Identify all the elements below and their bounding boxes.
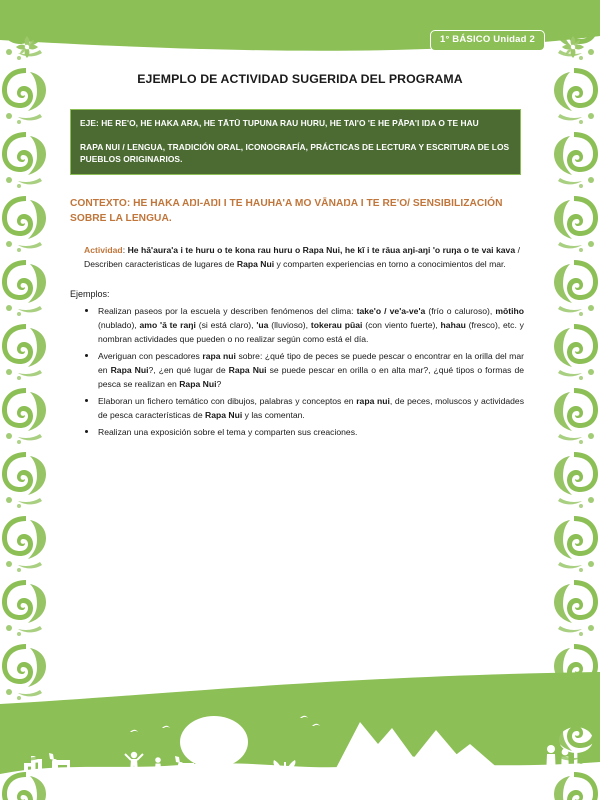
ejemplos-list (70, 304, 530, 439)
actividad-paragraph (84, 244, 520, 272)
actividad-tag: Actividad (84, 245, 123, 256)
text-run: (nublado), (98, 320, 140, 331)
emphasis-term: 'ua (256, 320, 269, 331)
text-run: Averiguan con pescadores (98, 351, 203, 362)
actividad-spanish-part1: / Describen caracteristicas de lugares de (84, 245, 520, 270)
eje-line-1: EJE: HE RE'O, HE HAKA ARA, HE TĀTŪ TUPUNA RAU HURU, HE TAI'O 'E HE PĀPA'I IŊA O TE HAU (80, 117, 479, 128)
emphasis-term: Rapa Nui (179, 379, 217, 390)
text-run: , de peces, moluscos y actividades de pesca características de (98, 396, 524, 421)
emphasis-term: tokerau pūai (310, 320, 363, 331)
floral-rosette-icon-left (14, 34, 40, 60)
emphasis-term: mōtiho (495, 306, 524, 317)
actividad-rapanui-part2: , he kĭ i te rāua aŋi-aŋi 'o ruŋa o te vai kava (340, 245, 516, 256)
list-item (98, 304, 530, 346)
text-run: (si está claro), (195, 320, 257, 331)
floral-rosette-icon-right (560, 34, 586, 60)
emphasis-term: hahau (440, 320, 466, 331)
actividad-spanish-part2: y comparten experiencias en torno a conocimientos del mar. (274, 259, 506, 270)
ejemplos-label: Ejemplos: (70, 289, 110, 300)
emphasis-term: amo 'ā te raŋi (139, 320, 196, 331)
emphasis-term: Rapa Nui (228, 365, 267, 376)
actividad-separator: : (122, 245, 128, 256)
actividad-rapanui-part1: He hā'aura'a i te huru o te kona rau huru o (127, 245, 303, 256)
text-run: (con viento fuerte), (362, 320, 441, 331)
emphasis-term: Rapa Nui (205, 410, 243, 421)
list-item (98, 394, 530, 422)
text-run: (frío o caluroso), (425, 306, 496, 317)
text-run: sobre: ¿qué tipo de peces se puede pescar o encontrar en la orilla del mar en (98, 351, 524, 376)
text-run: Realizan paseos por la escuela y describen fenómenos del clima: (98, 306, 357, 317)
page-title: EJEMPLO DE ACTIVIDAD SUGERIDA DEL PROGRAMA (137, 72, 463, 86)
emphasis-term: Rapa Nui (110, 365, 149, 376)
text-run: Elaboran un fichero temático con dibujos, palabras y conceptos en (98, 396, 357, 407)
actividad-spanish-term: Rapa Nui (236, 259, 275, 270)
text-run: ? (216, 379, 222, 390)
emphasis-term: rapa nui (356, 396, 390, 407)
eje-box (70, 109, 521, 175)
document-content (70, 62, 530, 442)
text-run: ?, ¿en qué lugar de (148, 365, 229, 376)
text-run: se puede pescar en orilla o en alta mar?, ¿qué tipos o formas de pesca se realizan en (98, 365, 525, 390)
emphasis-term: rapa nui (202, 351, 236, 362)
list-item (98, 349, 530, 391)
text-run: y las comentan. (242, 410, 305, 421)
list-item (98, 425, 530, 439)
actividad-rapanui-term: Rapa Nui (302, 245, 341, 256)
unit-badge: 1° BÁSICO Unidad 2 (430, 30, 545, 51)
eje-line-2: RAPA NUI / LENGUA, TRADICIÓN ORAL, ICONOGRAFÍA, PRÁCTICAS DE LECTURA Y ESCRITURA DE LOS PUEBLOS ORIGINARIOS. (80, 141, 510, 165)
emphasis-term: take'o / ve'a-ve'a (356, 306, 426, 317)
contexto-heading: CONTEXTO: HE HAKA AŊI-AŊI I TE HAUHA'A MO VĀNAŊA I TE RE'O/ SENSIBILIZACIÓN SOBRE LA LENGUA. (70, 197, 503, 224)
text-run: (lluvioso), (268, 320, 311, 331)
text-run: Realizan una exposición sobre el tema y comparten sus creaciones. (98, 427, 358, 438)
text-run: (fresco), etc. y nombran actividades que pueden o no realizar según como está el día. (98, 320, 524, 345)
bottom-landscape-illustration (0, 670, 600, 800)
